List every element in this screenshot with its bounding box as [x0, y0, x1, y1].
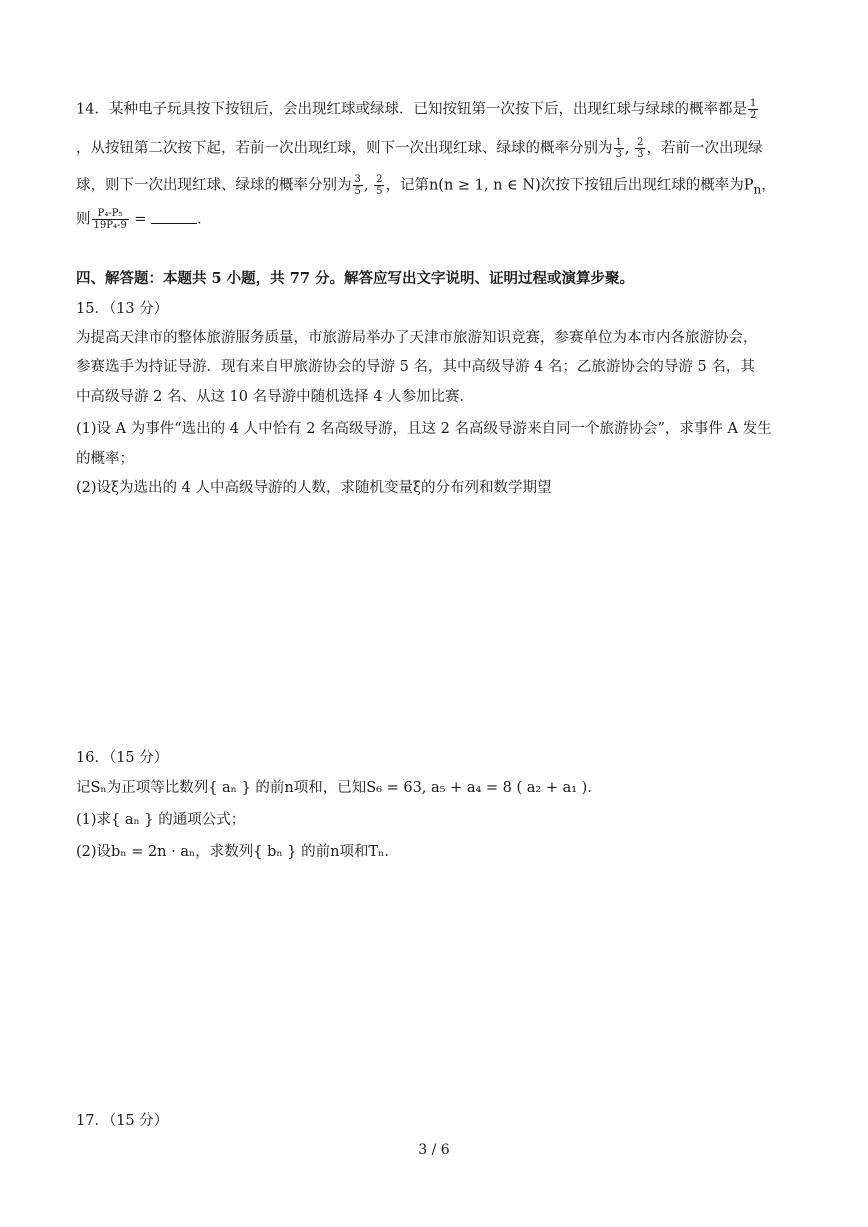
answer-blank	[151, 209, 197, 224]
q15-paragraph-line: 参赛选手为持证导游．现有来自甲旅游协会的导游 5 名，其中高级导游 4 名；乙旅游协会的导游 5 名，其	[76, 359, 755, 375]
q14-line-3: 球，则下一次出现红球、绿球的概率分别为 $\frac{3}{5}$ , $\frac{2}{5}$ ，记第n(n ≥ 1, n ∈ N)次按下按钮后出现红球的概率为$P_n$，	[76, 174, 776, 197]
q15-paragraph-line: 中高级导游 2 名、从这 10 名导游中随机选择 4 人参加比赛．	[76, 389, 475, 405]
fraction-two-thirds: $\frac{2}{3}$	[637, 137, 644, 160]
fraction-one-third: $\frac{1}{3}$	[615, 137, 622, 160]
q16-part-1: (1)求{ aₙ } 的通项公式；	[76, 812, 246, 828]
q14-line-4: 则 $\frac{\text{P₄-P₅}}{\text{19P₄-9}}$ = ．	[76, 208, 212, 231]
q15-part-2: (2)设ξ为选出的 4 人中高级导游的人数，求随机变量ξ的分布列和数学期望	[76, 480, 552, 496]
q15-part-1-cont: 的概率；	[76, 451, 134, 467]
q16-part-2: (2)设bₙ = 2n · aₙ，求数列{ bₙ } 的前n项和Tₙ.	[76, 844, 389, 860]
q17-header: 17．（15 分）	[76, 1113, 169, 1129]
q16-header: 16．（15 分）	[76, 750, 169, 766]
page-number: 3 / 6	[418, 1142, 450, 1158]
fraction-two-fifths: $\frac{2}{5}$	[376, 174, 383, 197]
fraction-one-half: $\frac{1}{2}$	[749, 98, 757, 121]
fraction-three-fifths: $\frac{3}{5}$	[354, 174, 361, 197]
q15-part-1: (1)设 A 为事件“选出的 4 人中恰有 2 名高级导游，且这 2 名高级导游来自同一个旅游协会”，求事件 A 发生	[76, 421, 772, 437]
q16-statement: 记Sₙ为正项等比数列{ aₙ } 的前n项和，已知S₆ = 63, a₅ + a₄ = 8 ( a₂ + a₁ )．	[76, 780, 602, 796]
q15-header: 15．（13 分）	[76, 301, 169, 317]
fraction-expression: $\frac{\text{P₄-P₅}}{\text{19P₄-9}}$	[93, 208, 127, 231]
q14-line-1: 14．某种电子玩具按下按钮后，会出现红球或绿球．已知按钮第一次按下后，出现红球与绿球的概率都是 $\frac{1}{2}$	[76, 98, 757, 121]
q14-line-2: ，从按钮第二次按下起，若前一次出现红球，则下一次出现红球、绿球的概率分别为 $\frac{1}{3}$ , $\frac{2}{3}$ ，若前一次出现绿	[76, 137, 763, 160]
section-heading: 四、解答题：本题共 5 小题，共 77 分。解答应写出文字说明、证明过程或演算步聚。	[76, 270, 634, 287]
q15-paragraph-line: 为提高天津市的整体旅游服务质量，市旅游局举办了天津市旅游知识竞赛，参赛单位为本市内各旅游协会，	[76, 330, 758, 346]
